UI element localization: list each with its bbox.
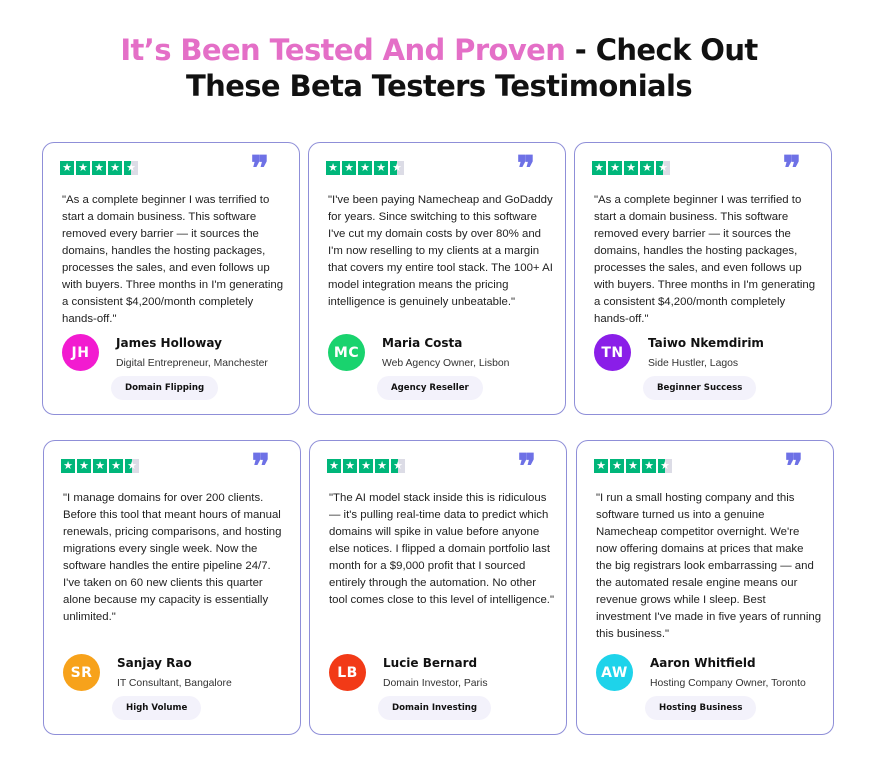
star-icon: ★ <box>327 459 341 473</box>
star-icon: ★ <box>375 459 389 473</box>
testimonial-card <box>309 440 567 735</box>
star-icon: ★ <box>76 161 90 175</box>
quote-icon: ❞ <box>516 149 533 189</box>
star-icon: ★ <box>640 161 654 175</box>
star-icon: ★ <box>656 161 670 175</box>
testimonial-quote: "As a complete beginner I was terrified to start a domain business. This software removed every barrier — it sources the domains, handles the hosting packages, processes the sales, and even follows up with buyers. Three months in I'm generating a consistent $4,200/month completely hands-off." <box>62 194 284 325</box>
testimonial-quote: "The AI model stack inside this is ridiculous — it's pulling real-time data to predict which domains will spike in value before anyone else notices. I flipped a domain portfolio last month for a $9,000 profit that I sourced entirely through the automation. No other tool comes close to this level of intelligence." <box>329 492 555 606</box>
heading-rest: - Check Out <box>565 33 758 67</box>
star-icon: ★ <box>108 161 122 175</box>
category-badge: Beginner Success <box>643 376 756 400</box>
star-icon: ★ <box>374 161 388 175</box>
testimonial-card <box>576 440 834 735</box>
reviewer-role: IT Consultant, Bangalore <box>117 677 232 689</box>
star-icon: ★ <box>359 459 373 473</box>
star-icon: ★ <box>60 161 74 175</box>
star-icon: ★ <box>343 459 357 473</box>
trustpilot-rating <box>594 459 672 473</box>
avatar: TN <box>594 334 631 371</box>
trustpilot-rating <box>60 161 138 175</box>
reviewer-role: Digital Entrepreneur, Manchester <box>116 357 268 369</box>
reviewer <box>329 654 488 691</box>
star-icon: ★ <box>390 161 404 175</box>
avatar: SR <box>63 654 100 691</box>
star-icon: ★ <box>594 459 608 473</box>
star-icon: ★ <box>77 459 91 473</box>
testimonial-quote: "I've been paying Namecheap and GoDaddy for years. Since switching to this software I've cut my domain costs by over 80% and I'm now reselling to my clients at a margin that covers my entire tool stack. The 100+ AI model integration means the pricing intelligence is genuinely unbeatable." <box>328 194 553 308</box>
avatar: MC <box>328 334 365 371</box>
category-badge: Domain Investing <box>378 696 491 720</box>
trustpilot-rating <box>326 161 404 175</box>
quote-icon: ❞ <box>251 447 268 487</box>
reviewer <box>328 334 509 371</box>
reviewer <box>594 334 764 371</box>
heading-line-2: These Beta Testers Testimonials <box>185 69 693 103</box>
star-icon: ★ <box>626 459 640 473</box>
avatar: LB <box>329 654 366 691</box>
star-icon: ★ <box>624 161 638 175</box>
testimonial-quote: "I manage domains for over 200 clients. Before this tool that meant hours of manual renewals, pricing comparisons, and hosting migrations every single week. Now the software handles the entire pipeline 24/7. I've taken on 60 new clients this quarter alone because my capacity is essentially unlimited." <box>63 492 282 623</box>
quote-icon: ❞ <box>250 149 267 189</box>
testimonial-card <box>574 142 832 415</box>
star-icon: ★ <box>326 161 340 175</box>
reviewer <box>63 654 232 691</box>
testimonial-card <box>42 142 300 415</box>
star-icon: ★ <box>658 459 672 473</box>
avatar: JH <box>62 334 99 371</box>
testimonial-quote: "I run a small hosting company and this software turned us into a genuine Namecheap competitor overnight. We're now offering domains at prices that make the big registrars look embarrassing — and the automated resale engine means our revenue grows while I sleep. Best investment I've made in five years of running this business." <box>596 492 822 640</box>
reviewer-name: James Holloway <box>116 335 222 350</box>
star-icon: ★ <box>608 161 622 175</box>
trustpilot-rating <box>592 161 670 175</box>
quote-icon: ❞ <box>782 149 799 189</box>
category-badge: High Volume <box>112 696 201 720</box>
star-icon: ★ <box>125 459 139 473</box>
star-icon: ★ <box>92 161 106 175</box>
star-icon: ★ <box>61 459 75 473</box>
reviewer-role: Web Agency Owner, Lisbon <box>382 357 510 369</box>
star-icon: ★ <box>124 161 138 175</box>
testimonial-card <box>308 142 566 415</box>
quote-icon: ❞ <box>784 447 801 487</box>
reviewer-name: Maria Costa <box>382 335 463 350</box>
category-badge: Hosting Business <box>645 696 756 720</box>
reviewer <box>62 334 268 371</box>
reviewer-name: Sanjay Rao <box>117 655 192 670</box>
reviewer-role: Domain Investor, Paris <box>383 677 488 689</box>
reviewer-name: Aaron Whitfield <box>650 655 756 670</box>
star-icon: ★ <box>391 459 405 473</box>
reviewer-name: Lucie Bernard <box>383 655 478 670</box>
testimonial-quote: "As a complete beginner I was terrified to start a domain business. This software removed every barrier — it sources the domains, handles the hosting packages, processes the sales, and even follows up with buyers. Three months in I'm generating a consistent $4,200/month completely hands-off." <box>594 194 816 325</box>
avatar: AW <box>596 654 633 691</box>
trustpilot-rating <box>61 459 139 473</box>
category-badge: Domain Flipping <box>111 376 218 400</box>
category-badge: Agency Reseller <box>377 376 483 400</box>
reviewer-role: Side Hustler, Lagos <box>648 357 739 369</box>
star-icon: ★ <box>358 161 372 175</box>
heading-accent: It’s Been Tested And Proven <box>120 33 566 67</box>
trustpilot-rating <box>327 459 405 473</box>
quote-icon: ❞ <box>517 447 534 487</box>
star-icon: ★ <box>109 459 123 473</box>
reviewer-role: Hosting Company Owner, Toronto <box>650 677 806 689</box>
reviewer <box>596 654 806 691</box>
reviewer-name: Taiwo Nkemdirim <box>648 335 764 350</box>
star-icon: ★ <box>642 459 656 473</box>
star-icon: ★ <box>610 459 624 473</box>
star-icon: ★ <box>592 161 606 175</box>
star-icon: ★ <box>342 161 356 175</box>
star-icon: ★ <box>93 459 107 473</box>
testimonial-card <box>43 440 301 735</box>
